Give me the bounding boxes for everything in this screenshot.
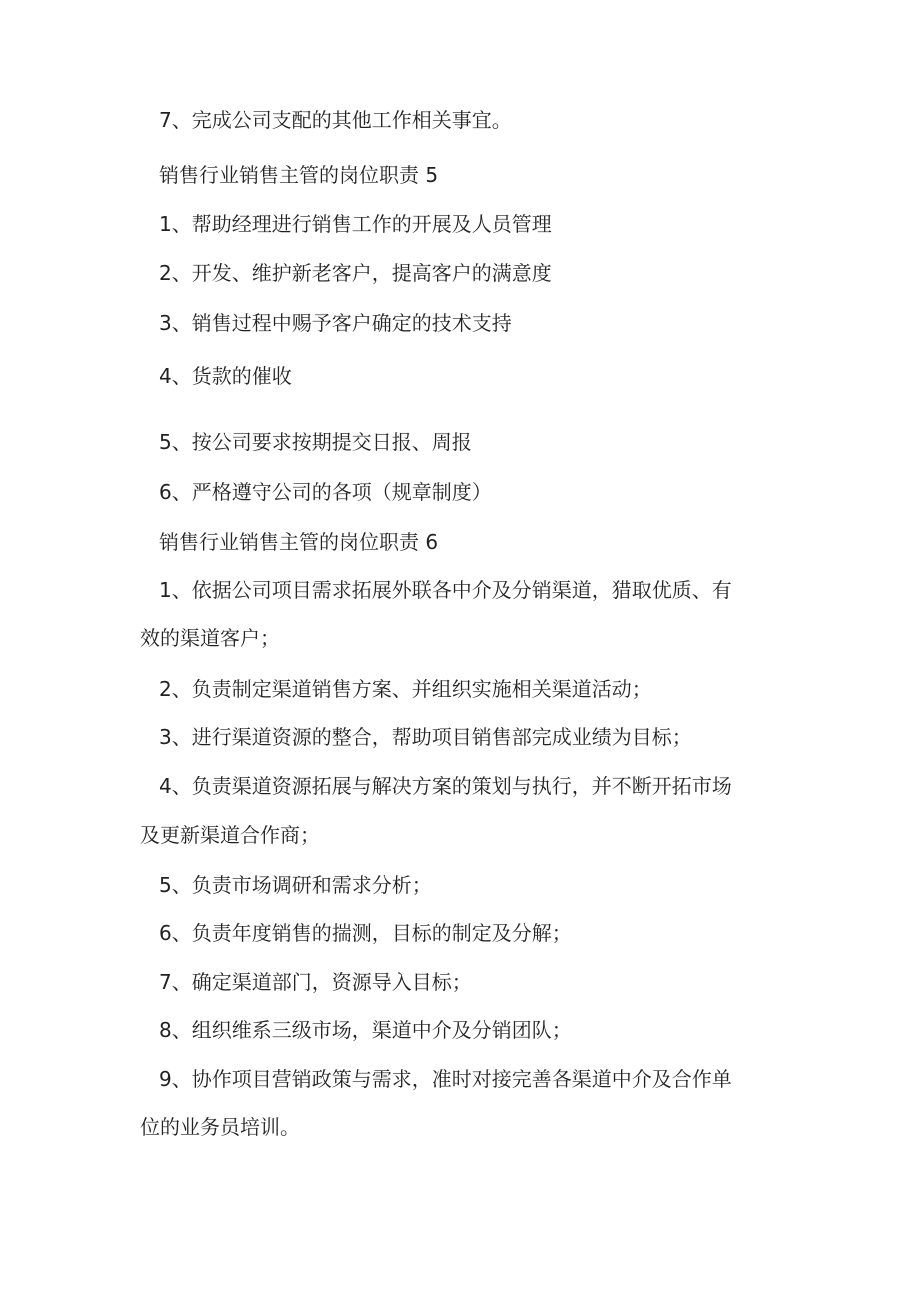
- text-line: 位的业务员培训。: [140, 1115, 300, 1139]
- text-line: 6、负责年度销售的揣测，目标的制定及分解；: [159, 921, 572, 945]
- text-line: 2、开发、维护新老客户，提高客户的满意度: [159, 261, 552, 285]
- text-line: 3、进行渠道资源的整合，帮助项目销售部完成业绩为目标；: [159, 725, 692, 749]
- text-line: 1、帮助经理进行销售工作的开展及人员管理: [159, 212, 552, 236]
- text-line: 5、负责市场调研和需求分析；: [159, 873, 432, 897]
- text-line: 2、负责制定渠道销售方案、并组织实施相关渠道活动；: [159, 677, 652, 701]
- text-line: 6、严格遵守公司的各项（规章制度）: [159, 480, 492, 504]
- text-line: 9、协作项目营销政策与需求，准时对接完善各渠道中介及合作单: [159, 1067, 732, 1091]
- section-heading: 销售行业销售主管的岗位职责 6: [159, 530, 439, 554]
- text-line: 效的渠道客户；: [140, 626, 280, 650]
- text-line: 8、组织维系三级市场，渠道中介及分销团队；: [159, 1018, 572, 1042]
- text-line: 5、按公司要求按期提交日报、周报: [159, 430, 472, 454]
- section-heading: 销售行业销售主管的岗位职责 5: [159, 163, 439, 187]
- text-line: 1、依据公司项目需求拓展外联各中介及分销渠道，猎取优质、有: [159, 578, 732, 602]
- text-line: 4、货款的催收: [159, 364, 292, 388]
- text-line: 7、完成公司支配的其他工作相关事宜。: [159, 108, 512, 132]
- text-line: 7、确定渠道部门，资源导入目标；: [159, 970, 472, 994]
- text-line: 及更新渠道合作商；: [140, 823, 320, 847]
- text-line: 3、销售过程中赐予客户确定的技术支持: [159, 311, 512, 335]
- text-line: 4、负责渠道资源拓展与解决方案的策划与执行，并不断开拓市场: [159, 774, 732, 798]
